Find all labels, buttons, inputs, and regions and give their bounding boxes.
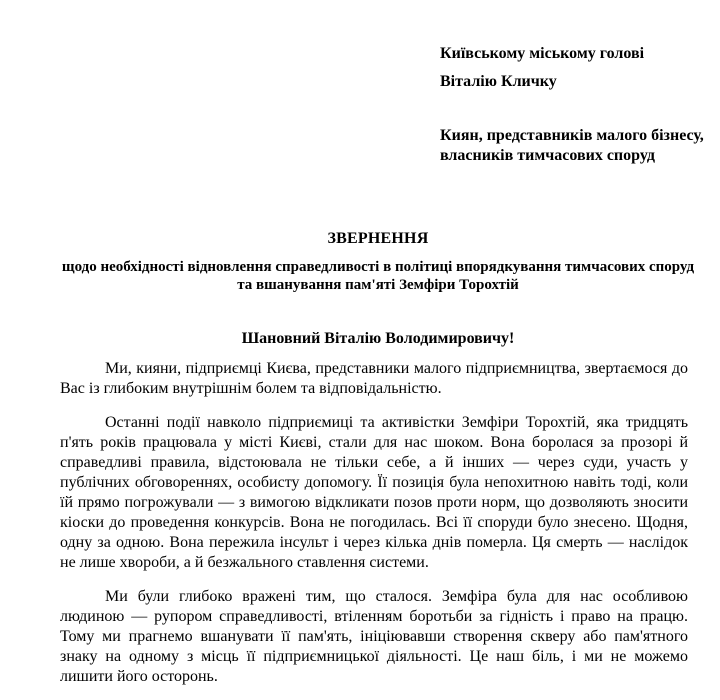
body-paragraph: Ми були глибоко вражені тим, що сталося. Земфіра була для нас особливою людиною — рупором справедливості, втіленням боротьби за гідність і право на працю. Тому ми прагнемо вшанувати її пам'ять, ініціювавши створення скверу або пам'ятного знаку на одному з місць її підприємницької діяльності. Це наш біль, і ми не можемо лишити його осторонь. bbox=[60, 588, 688, 685]
body-paragraph: Останні події навколо підприємиці та активістки Земфіри Торохтій, яка тридцять п'ять років працювала у місті Києві, стали для нас шоком. Вона боролася за прозорі й справедливі правила, відстоювала не тільки себе, а й інших — через суди, участь у публічних обговореннях, особисту допомогу. Її позиція була непохитною навіть тоді, коли їй прямо погрожували — з вимогою відкликати позов проти норм, що дозволяють зносити кіоски до проведення конкурсів. Вона не погодилась. Всі її споруди було знесено. Щодня, одну за одною. Вона пережила інсульт і через кілька днів померла. Ця смерть — наслідок не лише хвороби, а й безжального ставлення системи. bbox=[60, 414, 688, 571]
addressee-sender: Киян, представників малого бізнесу, власників тимчасових споруд bbox=[440, 127, 704, 164]
document-subtitle: щодо необхідності відновлення справедливості в політиці впорядкування тимчасових споруд та вшанування пам'яті Земфіри Торохтій bbox=[61, 259, 695, 293]
body-paragraph: Ми, кияни, підприємці Києва, представники малого підприємництва, звертаємося до Вас із глибоким внутрішнім болем та відповідальністю. bbox=[60, 360, 688, 397]
addressee-recipient-name: Віталію Кличку bbox=[440, 73, 557, 90]
letter-body bbox=[60, 359, 688, 687]
salutation: Шановний Віталію Володимировичу! bbox=[241, 330, 515, 347]
addressee-recipient-title: Київському міському голові bbox=[440, 45, 645, 62]
document-title: ЗВЕРНЕННЯ bbox=[327, 230, 429, 247]
addressee-block bbox=[440, 44, 710, 166]
